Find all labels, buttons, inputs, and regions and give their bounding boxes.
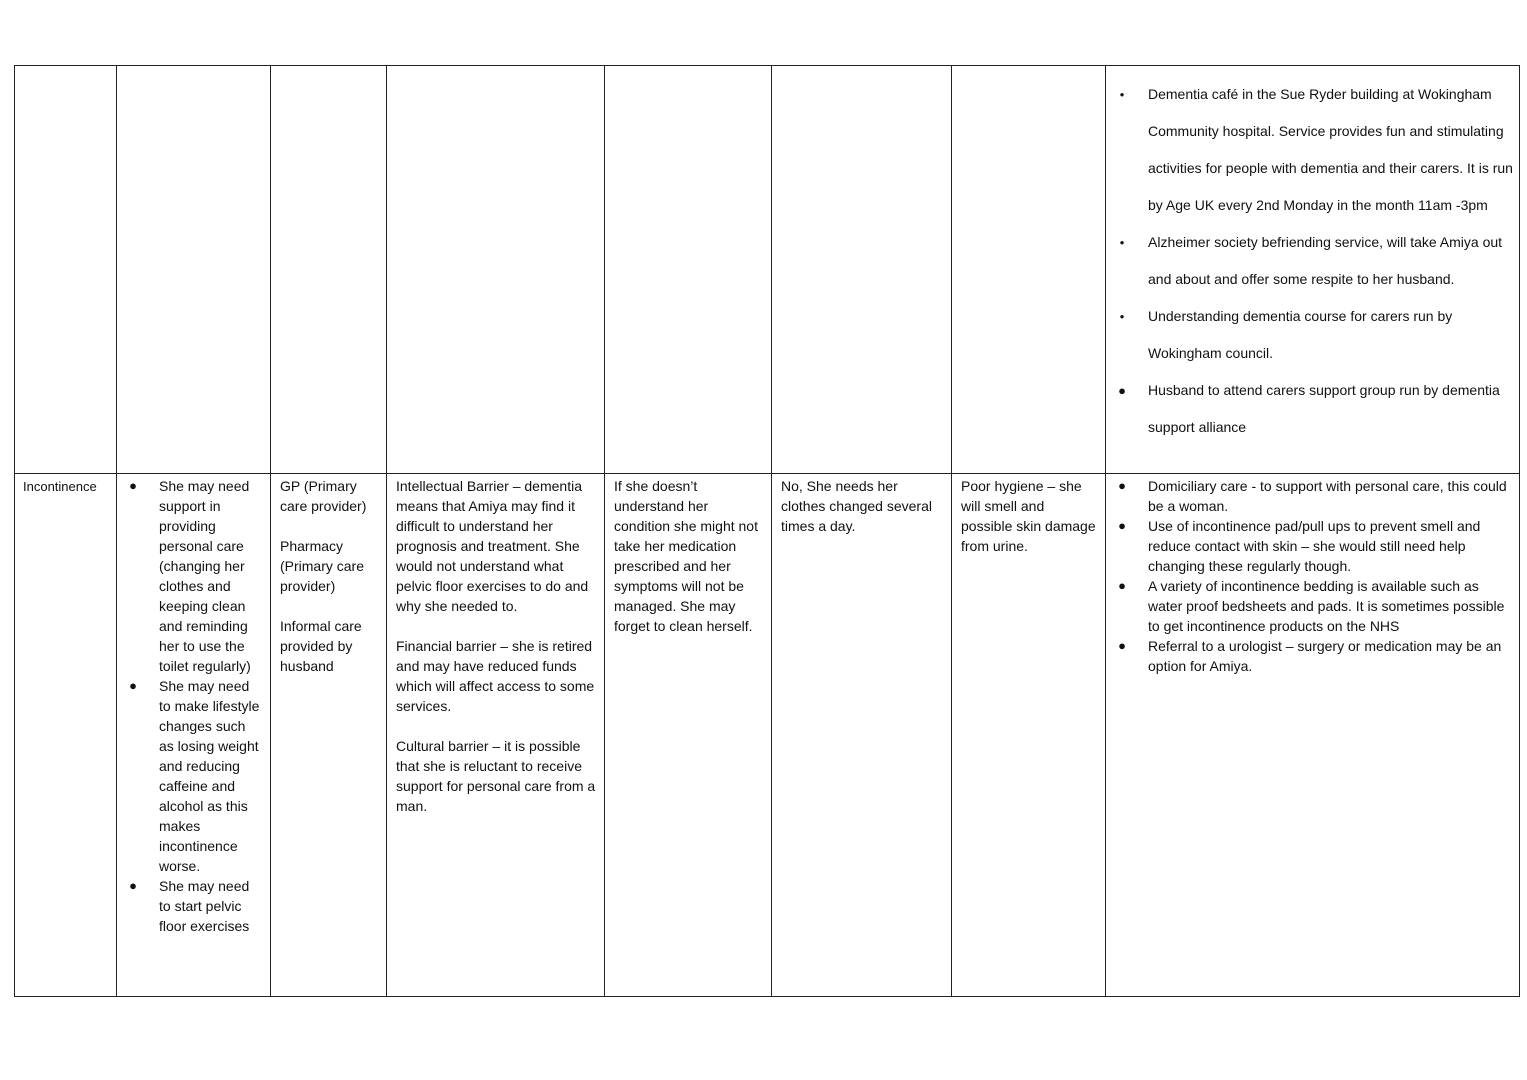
empty-cell xyxy=(772,66,952,474)
bullet-icon: ● xyxy=(1118,518,1126,533)
condition-label: Incontinence xyxy=(23,479,97,494)
bullet-icon: ● xyxy=(1119,312,1125,321)
bullet-icon: ● xyxy=(129,478,137,493)
bullet-icon: ● xyxy=(129,678,137,693)
needs-list xyxy=(126,476,262,936)
services-list-top xyxy=(1115,76,1513,446)
services-cell xyxy=(1106,474,1520,997)
list-item: ● Use of incontinence pad/pull ups to prevent smell and reduce contact with skin – she would still need help changing these regularly though. xyxy=(1115,516,1511,576)
consequence-text: If she doesn’t understand her condition she might not take her medication prescribed and her symptoms will not be managed. She may forget to clean herself. xyxy=(614,478,758,634)
consequence-cell xyxy=(605,474,772,997)
list-item: ● She may need to start pelvic floor exercises xyxy=(126,876,262,936)
needs-met-cell xyxy=(772,474,952,997)
bullet-icon: ● xyxy=(1118,578,1126,593)
list-item: ● Dementia café in the Sue Ryder building at Wokingham Community hospital. Service provides fun and stimulating activities for people with dementia and their carers. It is run by Age UK every 2nd Monday in the month 11am -3pm xyxy=(1115,76,1513,224)
condition-cell xyxy=(15,474,117,997)
provider-item: Pharmacy (Primary care provider) xyxy=(280,538,365,594)
list-item: ● Referral to a urologist – surgery or medication may be an option for Amiya. xyxy=(1115,636,1511,676)
bullet-icon: ● xyxy=(1119,90,1125,99)
impact-text: Poor hygiene – she will smell and possible skin damage from urine. xyxy=(961,478,1096,554)
list-item: ● Domiciliary care - to support with personal care, this could be a woman. xyxy=(1115,476,1511,516)
barrier-item: Financial barrier – she is retired and may have reduced funds which will affect access to some services. xyxy=(396,638,595,714)
list-item: ● Husband to attend carers support group run by dementia support alliance xyxy=(1115,372,1513,446)
services-cell-top xyxy=(1106,66,1520,474)
barrier-item: Intellectual Barrier – dementia means that Amiya may find it difficult to understand her prognosis and treatment. She would not understand what pelvic floor exercises to do and why she needed to. xyxy=(396,478,589,614)
bullet-icon: ● xyxy=(1118,383,1126,398)
bullet-icon: ● xyxy=(1118,478,1126,493)
barrier-item: Cultural barrier – it is possible that she is reluctant to receive support for personal care from a man. xyxy=(396,738,596,814)
empty-cell xyxy=(387,66,605,474)
list-item: ● Understanding dementia course for carers run by Wokingham council. xyxy=(1115,298,1513,372)
list-item: ● Alzheimer society befriending service, will take Amiya out and about and offer some respite to her husband. xyxy=(1115,224,1513,298)
table-row xyxy=(15,474,1520,997)
provider-item: Informal care provided by husband xyxy=(280,618,362,674)
list-item: ● A variety of incontinence bedding is available such as water proof bedsheets and pads. It is sometimes possible to get incontinence products on the NHS xyxy=(1115,576,1511,636)
table-row xyxy=(15,66,1520,474)
needs-cell xyxy=(117,474,271,997)
bullet-icon: ● xyxy=(129,878,137,893)
needs-met-text: No, She needs her clothes changed several times a day. xyxy=(781,478,932,534)
empty-cell xyxy=(605,66,772,474)
list-item: ● She may need to make lifestyle changes such as losing weight and reducing caffeine and alcohol as this makes incontinence worse. xyxy=(126,676,262,876)
bullet-icon: ● xyxy=(1119,238,1125,247)
provider-item: GP (Primary care provider) xyxy=(280,478,367,514)
services-list xyxy=(1115,476,1511,676)
empty-cell xyxy=(952,66,1106,474)
impact-cell xyxy=(952,474,1106,997)
empty-cell xyxy=(271,66,387,474)
list-item: ● She may need support in providing personal care (changing her clothes and keeping clean and reminding her to use the toilet regularly) xyxy=(126,476,262,676)
care-plan-table-container xyxy=(14,65,1519,996)
care-plan-table xyxy=(14,65,1520,997)
providers-cell xyxy=(271,474,387,997)
bullet-icon: ● xyxy=(1118,638,1126,653)
barriers-cell xyxy=(387,474,605,997)
empty-cell xyxy=(15,66,117,474)
empty-cell xyxy=(117,66,271,474)
